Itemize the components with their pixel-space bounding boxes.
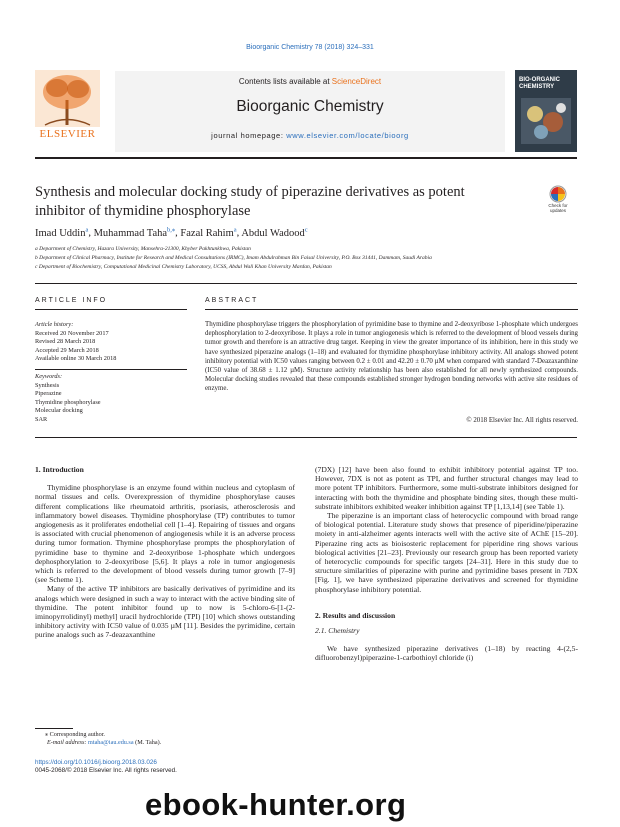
check-for-updates-badge[interactable] <box>540 185 576 215</box>
author[interactable]: Muhammad Taha$^{b,⁎}$ <box>93 226 176 239</box>
abstract-text: Thymidine phosphorylase triggers the phosphorylation of pyrimidine base to thymine and 2-deoxyribose 1-phosphate which undergoes dephosphorylation to 2-deoxyribose. It plays a role in tumor angiogenesis which is referred to the development of blood vessels during tumor growth and therefore is an attractive drug target. Keeping in view the greater importance of its inhibition, here in this study we have synthesized piperazine analogs (1–18) and evaluated for thymidine phosphorylase inhibitory activity. All analogs showed potent inhibitory potential with IC50 values ranging between 0.2 ± 0.01 and 42.20 ± 0.70 µM when compared with standard 7-Deazaxanthine (IC50 value of 38.68 ± 1.12 µM). Structure activity relationship has been also established for all newly synthesized compounds. Molecular docking studies revealed that these compounds established stronger hydrogen bonding networks with active site residues of enzyme. <box>205 321 578 393</box>
journal-title[interactable]: Bioorganic Chemistry <box>236 98 384 115</box>
abstract-heading: ABSTRACT <box>205 297 259 304</box>
affiliation: c Department of Biochemistry, Computational Medicinal Chemistry Laboratory, UCSS, Abdul Wali Khan University Mardan, Pakistan <box>35 264 332 270</box>
keyword: Thymidine phosphorylase <box>35 398 101 406</box>
keyword: Synthesis <box>35 381 60 389</box>
watermark-text: ebook-hunter.org <box>145 787 407 822</box>
keyword: Molecular docking <box>35 407 83 415</box>
history-item: Revised 28 March 2018 <box>35 338 96 346</box>
doi-link[interactable]: https://doi.org/10.1016/j.bioorg.2018.03.026 <box>35 759 157 766</box>
abstract-rule <box>205 309 578 310</box>
journal-homepage <box>115 131 505 140</box>
author[interactable]: Imad Uddin$^a$ <box>35 226 89 239</box>
body-paragraph: We have synthesized piperazine derivatives (1–18) by reacting 4-(2,5-difluorobenzyl)piperazine-1-carbothioyl chloride (i) <box>315 644 578 663</box>
author[interactable]: Fazal Rahim$^a$ <box>180 226 237 239</box>
affiliation-rule <box>35 283 577 284</box>
introduction-heading: 1. Introduction <box>35 465 84 474</box>
intro-paragraph: Many of the active TP inhibitors are basically derivatives of pyrimidine and its analogs which were designed in such a way to interact with the active binding site of thymidine. The potent inhibitor found up to now is 5-chloro-6-[1-(2-iminopyrrolidinyl) methyl] uracil hydrochloride (TPI) [10] which shows outstanding inhibitory activity with IC50 value of 0.035 µM [11]. Besides the pyrimidine, certain purine analogs such as 7-deazaxanthine <box>35 584 295 640</box>
author[interactable]: Abdul Wadood$^c$ <box>241 226 308 239</box>
body-paragraph: The piperazine is an important class of heterocyclic compound with broad range of biological potential. Literature study shows that presence of piperidine/piperazine moiety in anti-alzheimer agents interacts well with the active site of AChE [15–20]. Piperazine ring acts as bioisosteric replacement for piperidine ring shows various biological activities [21–23]. Previously our research group has been reported variety of heterocyclic compounds for specific targets [24–31]. Here in this study due to structure similarities of piperazine with purine and pyrimidine bases present in 7DX [Fig. 1], we have synthesized piperazine derivatives and screened for thymidine phosphorylase inhibitory potential. <box>315 511 578 594</box>
history-item: Accepted 29 March 2018 <box>35 346 99 354</box>
sciencedirect-link[interactable]: ScienceDirect <box>331 77 382 86</box>
abstract-bottom-rule <box>35 437 577 438</box>
email-suffix: (M. Taha). <box>133 739 162 746</box>
article-title: Synthesis and molecular docking study of piperazine derivatives as potent inhibitor of thymidine phosphorylase <box>35 184 465 219</box>
check-updates-label: Check for updates <box>548 203 568 213</box>
elsevier-logo <box>35 70 100 140</box>
abstract-copyright: © 2018 Elsevier Inc. All rights reserved. <box>466 417 578 424</box>
journal-citation-link[interactable]: Bioorganic Chemistry 78 (2018) 324–331 <box>246 44 374 51</box>
cover-title: BIO-ORGANIC CHEMISTRY <box>519 77 560 90</box>
intro-paragraph: Thymidine phosphorylase is an enzyme found within nucleus and cytoplasm of normal tissues and cells. Overexpression of thymidine phosphorylase causes different complications like rheumatoid arthritis, psoriasis, atherosclerosis and inflammatory bowel diseases. Thymidine phosphorylase (TP) contributes to tumor angiogenesis as it proliferates endothelial cell [1–4]. Repairing of tissues and organs is associated with crucial phenomenon of angiogenesis while it is an adverse process during tumor formation. Thymine phosphorylase prompts the phosphorylation of pyrimidine base to thymine and 2-deoxyribose 1-phosphate which undergoes dephosphorylation to 2-deoxyribose [5,6]. It plays a role in tumor angiogenesis which is referred to the development of blood vessels during tumor growth [7–9] (see Scheme 1). <box>35 483 295 585</box>
body-paragraph: (7DX) [12] have been also found to exhibit inhibitory potential against TP too. However, 7DX is not as potent as TPI, and further structural changes may lead to more potent TP inhibitors. Furthermore, some multi-substrate inhibitors designed for interacting with both the thymidine and phosphate binding sites, though these multi-substrate inhibitors exhibited weaker inhibition against TP [1,13,14] (see Table 1). <box>315 465 578 511</box>
header-rule <box>35 157 577 159</box>
footnote <box>35 731 161 747</box>
footnote-rule <box>35 728 73 729</box>
history-label: Article history: <box>35 321 74 328</box>
keywords-label: Keywords: <box>35 373 63 380</box>
check-updates-icon <box>540 185 576 203</box>
keywords <box>35 373 185 425</box>
affiliation: a Department of Chemistry, Hazara University, Mansehra-21300, Khyber Pakhtunkhwa, Pakistan <box>35 246 251 252</box>
article-info-heading: ARTICLE INFO <box>35 297 108 304</box>
keywords-rule <box>35 369 187 370</box>
article-info <box>35 321 185 364</box>
cover-molecule-icon <box>521 98 571 144</box>
journal-cover[interactable] <box>515 70 577 152</box>
history-item: Received 20 November 2017 <box>35 329 109 337</box>
article-identifiers <box>35 759 177 775</box>
contents-prefix: Contents lists available at <box>238 77 332 86</box>
publisher-name: ELSEVIER <box>39 128 96 140</box>
email-label: E-mail address: <box>47 739 89 746</box>
homepage-link[interactable]: www.elsevier.com/locate/bioorg <box>286 131 409 140</box>
email-link[interactable]: mtaha@iau.edu.sa <box>88 739 134 746</box>
affiliation: b Department of Clinical Pharmacy, Institute for Research and Medical Consultations (IRMC), Imam Abdulrahman Bin Faisal University, P.O. Box 31441, Dammam, Saudi Arabia <box>35 255 432 261</box>
results-heading: 2. Results and discussion <box>315 610 396 620</box>
keyword: Piperazine <box>35 390 62 398</box>
chemistry-subheading: 2.1. Chemistry <box>315 626 360 636</box>
homepage-prefix: journal homepage: <box>211 131 287 140</box>
corresponding-author-note: ⁎ Corresponding author. <box>45 731 105 738</box>
issn-line: 0045-2068/© 2018 Elsevier Inc. All rights reserved. <box>35 767 177 774</box>
left-column <box>35 465 295 640</box>
author-list: Imad Uddin$^a$, Muhammad Taha$^{b,⁎}$, Fazal Rahim$^a$, Abdul Wadood$^c$ <box>35 226 308 239</box>
right-column <box>315 465 578 663</box>
contents-line <box>115 77 505 86</box>
history-item: Available online 30 March 2018 <box>35 355 117 363</box>
keyword: SAR <box>35 415 48 423</box>
article-info-rule <box>35 309 187 310</box>
